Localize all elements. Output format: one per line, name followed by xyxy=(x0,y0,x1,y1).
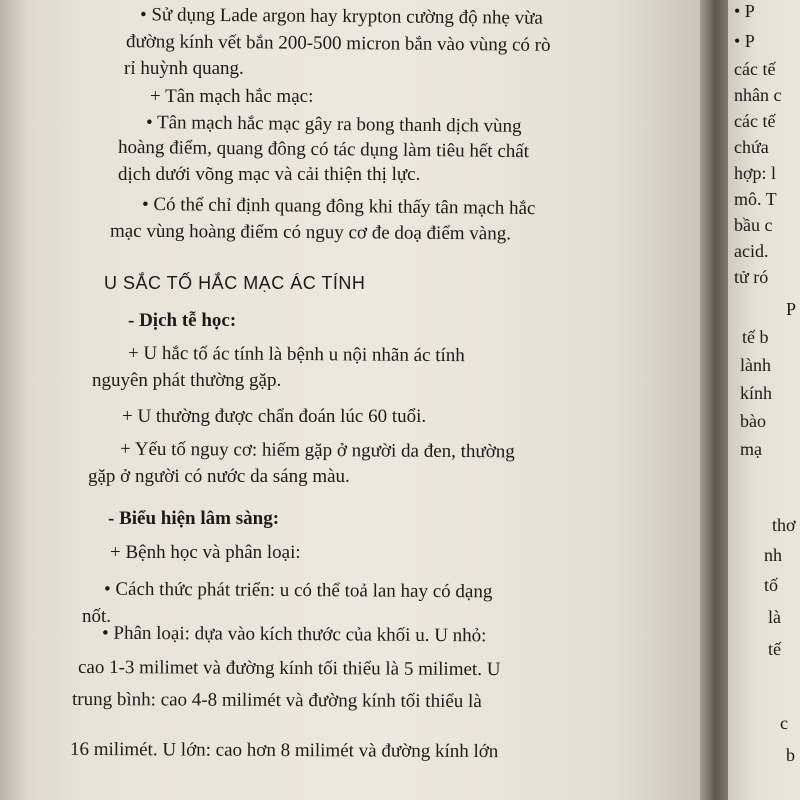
text-line-fragment: chứa xyxy=(734,137,769,157)
text-line-fragment: tế xyxy=(768,639,781,659)
text-line: dịch dưới võng mạc và cải thiện thị lực. xyxy=(118,164,421,185)
text-line-fragment: tố xyxy=(764,575,779,595)
text-line-fragment: acid. xyxy=(734,241,769,261)
subsection-heading: - Dịch tễ học: xyxy=(128,310,237,331)
text-line-fragment: c xyxy=(780,713,788,733)
text-line: + U hắc tố ác tính là bệnh u nội nhãn ác tính xyxy=(127,342,465,367)
text-line-fragment: lành xyxy=(740,355,771,375)
text-line: 16 milimét. U lớn: cao hơn 8 milimét và đường kính lớn xyxy=(69,738,499,763)
text-line-fragment: bào xyxy=(740,411,766,431)
text-line: nguyên phát thường gặp. xyxy=(92,370,282,391)
section-heading: U SẮC TỐ HẮC MẠC ÁC TÍNH xyxy=(104,273,366,293)
right-book-page xyxy=(728,0,800,800)
text-line-fragment: tử ró xyxy=(734,267,769,287)
text-line-fragment: mạ xyxy=(740,439,762,459)
text-line-fragment: bầu c xyxy=(734,215,773,235)
text-line: rỉ huỳnh quang. xyxy=(124,58,244,79)
text-line-fragment: tế b xyxy=(742,327,769,347)
text-line-fragment: kính xyxy=(740,383,773,403)
text-line: • Tân mạch hắc mạc gây ra bong thanh dịch vùng xyxy=(145,112,522,137)
text-line-fragment: • P xyxy=(734,1,755,21)
text-line: gặp ở người có nước da sáng màu. xyxy=(88,466,350,487)
text-line-fragment: nh xyxy=(764,545,782,565)
subsection-heading: + Tân mạch hắc mạc: xyxy=(150,86,314,107)
text-line-fragment: các tế xyxy=(734,59,776,79)
text-line: • Sử dụng Lade argon hay krypton cường độ nhẹ vừa xyxy=(139,4,543,29)
text-line-fragment: • P xyxy=(734,31,755,51)
text-line: nốt. xyxy=(82,606,112,627)
text-line: + U thường được chẩn đoán lúc 60 tuổi. xyxy=(122,406,427,427)
text-line: hoàng điểm, quang đông có tác dụng làm tiêu hết chất xyxy=(117,136,530,163)
text-line-fragment: các tế xyxy=(734,111,776,131)
text-line-fragment: là xyxy=(768,607,781,627)
text-line: cao 1-3 milimet và đường kính tối thiểu là 5 milimet. U xyxy=(77,656,501,681)
text-line: trung bình: cao 4-8 milimét và đường kính tối thiểu là xyxy=(71,688,482,713)
text-line-fragment: hợp: l xyxy=(734,163,777,183)
text-line: + Bệnh học và phân loại: xyxy=(110,542,301,563)
text-line: • Cách thức phát triển: u có thể toả lan hay có dạng xyxy=(103,578,493,603)
text-line: • Có thể chỉ định quang đông khi thấy tân mạch hắc xyxy=(141,193,536,220)
text-line: mạc vùng hoàng điểm có nguy cơ đe doạ điểm vàng. xyxy=(109,220,512,245)
text-line: • Phân loại: dựa vào kích thước của khối u. U nhỏ: xyxy=(101,622,487,647)
text-line: đường kính vết bắn 200-500 micron bắn vào vùng có rò xyxy=(125,31,551,56)
text-line-fragment: thơ xyxy=(772,515,796,535)
text-line-fragment: mô. T xyxy=(734,189,777,209)
text-line-fragment: b xyxy=(786,745,795,765)
text-line: + Yếu tố nguy cơ: hiếm gặp ở người da đen, thường xyxy=(119,438,515,463)
text-line-fragment: P xyxy=(786,299,797,319)
subsection-heading: - Biểu hiện lâm sàng: xyxy=(108,508,280,529)
text-line-fragment: nhân c xyxy=(734,85,782,105)
